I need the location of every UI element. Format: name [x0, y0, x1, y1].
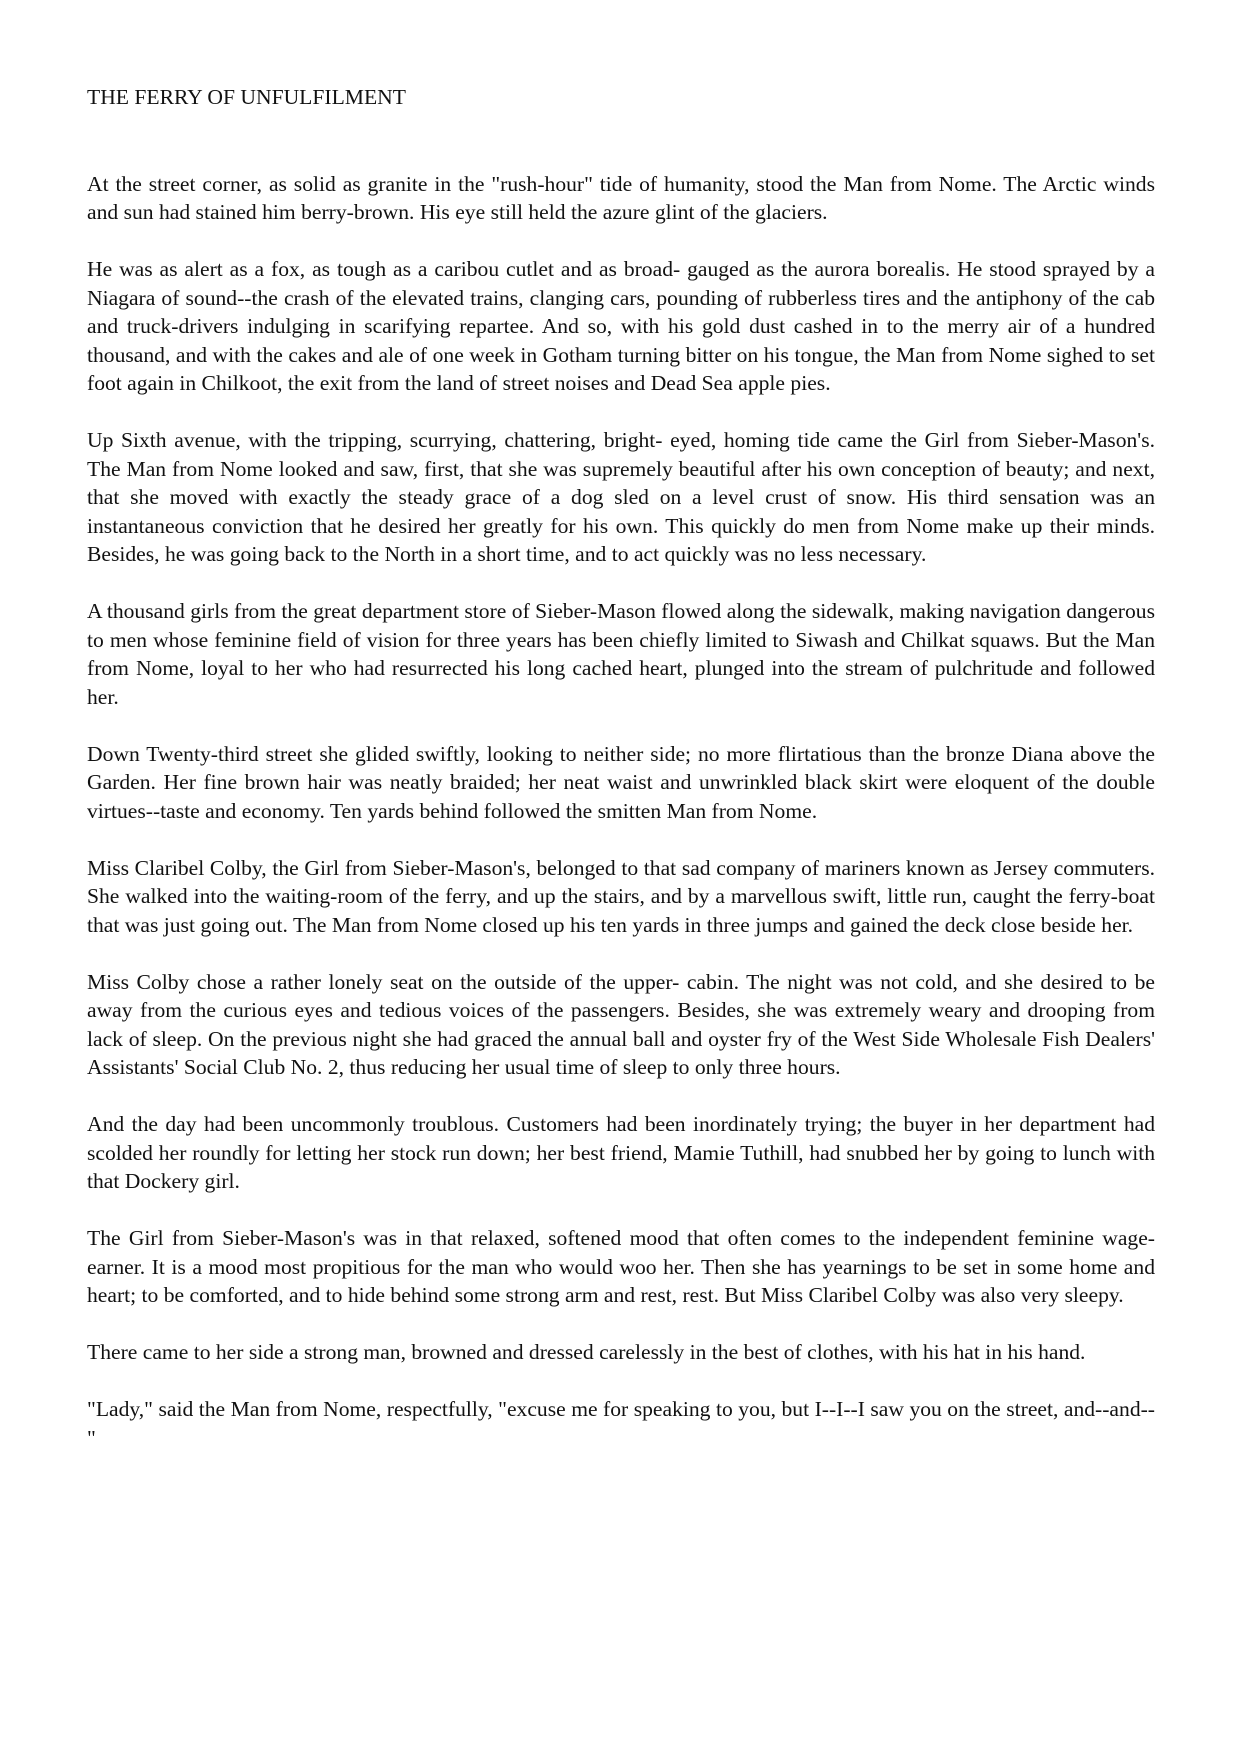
paragraph-6: Miss Claribel Colby, the Girl from Sieber-Mason's, belonged to that sad company of mariners known as Jersey commuters. She walked into the waiting-room of the ferry, and up the stairs, and by a marvellous swift, little run, caught the ferry-boat that was just going out. The Man from Nome closed up his ten yards in three jumps and gained the deck close beside her.: [87, 855, 1155, 937]
paragraph-11: "Lady," said the Man from Nome, respectfully, "excuse me for speaking to you, but I--I--I saw you on the street, and--and--": [87, 1397, 1155, 1450]
paragraph-1: At the street corner, as solid as granite in the "rush-hour" tide of humanity, stood the Man from Nome. The Arctic winds and sun had stained him berry-brown. His eye still held the azure glint of the glaciers.: [87, 171, 1155, 224]
document-title: THE FERRY OF UNFULFILMENT: [87, 85, 406, 109]
document-page: [87, 83, 1155, 1481]
paragraph-3: Up Sixth avenue, with the tripping, scurrying, chattering, bright- eyed, homing tide came the Girl from Sieber-Mason's. The Man from Nome looked and saw, first, that she was supremely beautiful after his own conception of beauty; and next, that she moved with exactly the steady grace of a dog sled on a level crust of snow. His third sensation was an instantaneous conviction that he desired her greatly for his own. This quickly do men from Nome make up their minds. Besides, he was going back to the North in a short time, and to act quickly was no less necessary.: [87, 428, 1155, 566]
paragraph-2: He was as alert as a fox, as tough as a caribou cutlet and as broad- gauged as the aurora borealis. He stood sprayed by a Niagara of sound--the crash of the elevated trains, clanging cars, pounding of rubberless tires and the antiphony of the cab and truck-drivers indulging in scarifying repartee. And so, with his gold dust cashed in to the merry air of a hundred thousand, and with the cakes and ale of one week in Gotham turning bitter on his tongue, the Man from Nome sighed to set foot again in Chilkoot, the exit from the land of street noises and Dead Sea apple pies.: [87, 257, 1155, 395]
paragraph-4: A thousand girls from the great department store of Sieber-Mason flowed along the sidewalk, making navigation dangerous to men whose feminine field of vision for three years has been chiefly limited to Siwash and Chilkat squaws. But the Man from Nome, loyal to her who had resurrected his long cached heart, plunged into the stream of pulchritude and followed her.: [87, 599, 1155, 709]
paragraph-8: And the day had been uncommonly troublous. Customers had been inordinately trying; the buyer in her department had scolded her roundly for letting her stock run down; her best friend, Mamie Tuthill, had snubbed her by going to lunch with that Dockery girl.: [87, 1112, 1155, 1193]
paragraph-5: Down Twenty-third street she glided swiftly, looking to neither side; no more flirtatious than the bronze Diana above the Garden. Her fine brown hair was neatly braided; her neat waist and unwrinkled black skirt were eloquent of the double virtues--taste and economy. Ten yards behind followed the smitten Man from Nome.: [87, 741, 1155, 823]
paragraph-9: The Girl from Sieber-Mason's was in that relaxed, softened mood that often comes to the independent feminine wage-earner. It is a mood most propitious for the man who would woo her. Then she has yearnings to be set in some home and heart; to be comforted, and to hide behind some strong arm and rest, rest. But Miss Claribel Colby was also very sleepy.: [87, 1226, 1155, 1307]
paragraph-7: Miss Colby chose a rather lonely seat on the outside of the upper- cabin. The night was not cold, and she desired to be away from the curious eyes and tedious voices of the passengers. Besides, she was extremely weary and drooping from lack of sleep. On the previous night she had graced the annual ball and oyster fry of the West Side Wholesale Fish Dealers' Assistants' Social Club No. 2, thus reducing her usual time of sleep to only three hours.: [87, 969, 1155, 1079]
paragraph-10: There came to her side a strong man, browned and dressed carelessly in the best of clothes, with his hat in his hand.: [87, 1340, 1086, 1364]
